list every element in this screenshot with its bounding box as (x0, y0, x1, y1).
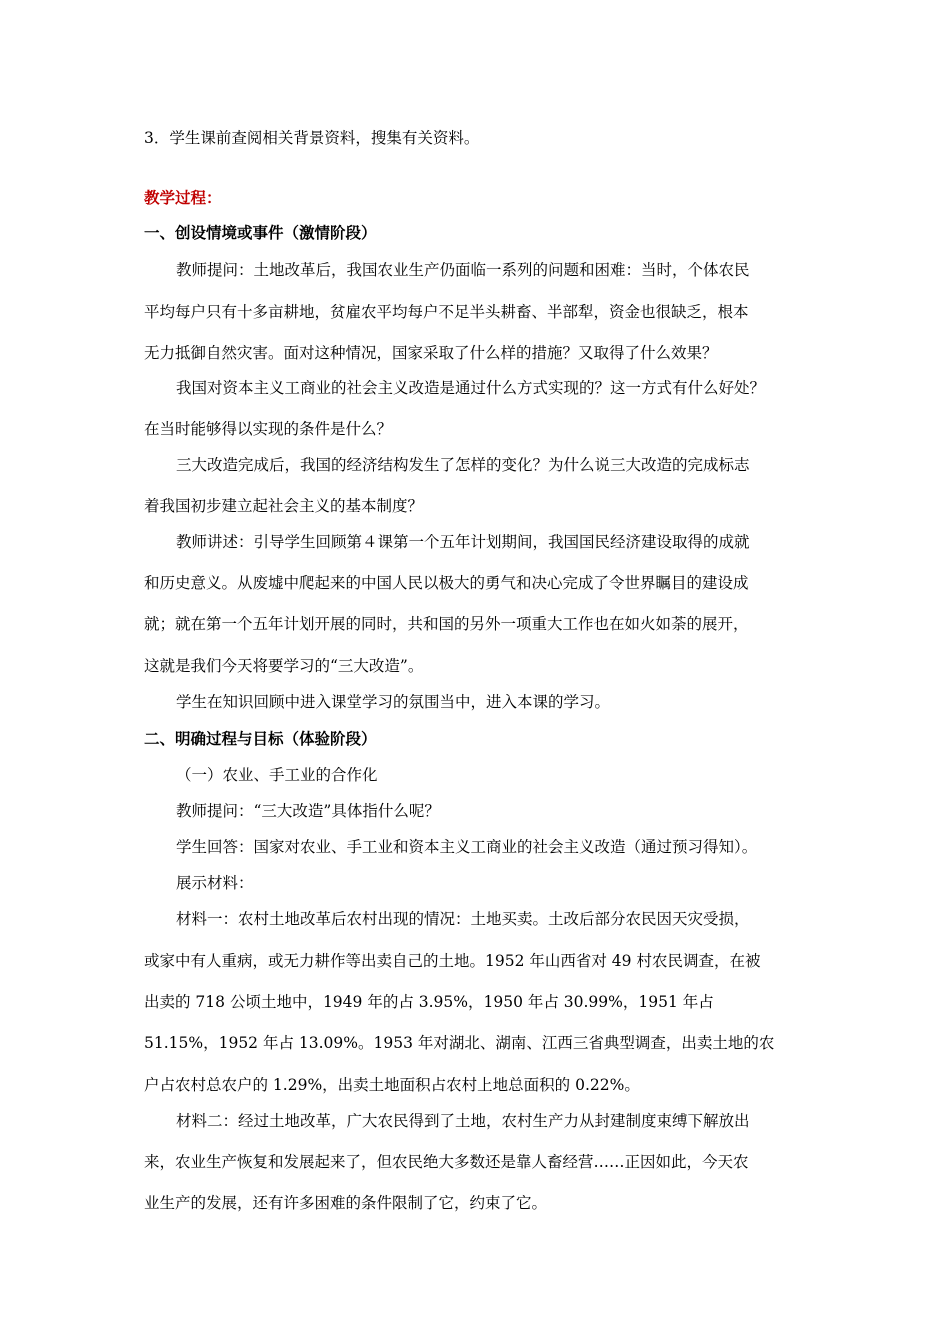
paragraph-line: 出卖的 718 公顷土地中，1949 年的占 3.95%，1950 年占 30.99%，1951 年占 (144, 993, 714, 1011)
section2-heading: 二、明确过程与目标（体验阶段） (144, 729, 377, 748)
prep-item-3: 3．学生课前查阅相关背景资料，搜集有关资料。 (144, 129, 480, 147)
paragraph-line: 学生回答：国家对农业、手工业和资本主义工商业的社会主义改造（通过预习得知）。 (176, 838, 758, 856)
paragraph-line: 这就是我们今天将要学习的“三大改造”。 (144, 657, 424, 675)
paragraph-line: 和历史意义。从废墟中爬起来的中国人民以极大的勇气和决心完成了令世界瞩目的建设成 (144, 574, 749, 592)
paragraph-line: 就；就在第一个五年计划开展的同时，共和国的另外一项重大工作也在如火如荼的展开， (144, 615, 749, 633)
process-heading: 教学过程： (144, 188, 222, 207)
paragraph-line: 学生在知识回顾中进入课堂学习的氛围当中，进入本课的学习。 (176, 693, 611, 711)
paragraph-line: 三大改造完成后，我国的经济结构发生了怎样的变化？为什么说三大改造的完成标志 (176, 456, 750, 474)
paragraph-line: 51.15%，1952 年占 13.09%。1953 年对湖北、湖南、江西三省典型调查，出卖土地的农 (144, 1034, 775, 1052)
paragraph-line: 教师提问：土地改革后，我国农业生产仍面临一系列的问题和困难：当时，个体农民 (176, 261, 750, 279)
paragraph-line: 材料一：农村土地改革后农村出现的情况：土地买卖。土改后部分农民因天灾受损， (176, 910, 750, 928)
paragraph-line: 教师讲述：引导学生回顾第４课第一个五年计划期间，我国国民经济建设取得的成就 (176, 533, 750, 551)
section1-heading: 一、创设情境或事件（激情阶段） (144, 223, 377, 242)
paragraph-line: 户占农村总农户的 1.29%，出卖土地面积占农村上地总面积的 0.22%。 (144, 1076, 640, 1094)
paragraph-line: 教师提问：“三大改造”具体指什么呢？ (176, 802, 440, 820)
paragraph-line: 平均每户只有十多亩耕地，贫雇农平均每户不足半头耕畜、半部犁，资金也很缺乏，根本 (144, 303, 749, 321)
paragraph-line: 无力抵御自然灾害。面对这种情况，国家采取了什么样的措施？又取得了什么效果？ (144, 344, 718, 362)
paragraph-line: 我国对资本主义工商业的社会主义改造是通过什么方式实现的？这一方式有什么好处？ (176, 379, 766, 397)
paragraph-line: 在当时能够得以实现的条件是什么？ (144, 420, 393, 438)
paragraph-line: 着我国初步建立起社会主义的基本制度？ (144, 497, 424, 515)
paragraph-line: 展示材料： (176, 874, 254, 892)
paragraph-line: 或家中有人重病，或无力耕作等出卖自己的土地。1952 年山西省对 49 村农民调查，在被 (144, 952, 761, 970)
paragraph-line: 材料二：经过土地改革，广大农民得到了土地，农村生产力从封建制度束缚下解放出 (176, 1112, 750, 1130)
paragraph-line: 业生产的发展，还有许多困难的条件限制了它，约束了它。 (144, 1194, 548, 1212)
subsection-heading: （一）农业、手工业的合作化 (176, 766, 378, 784)
paragraph-line: 来，农业生产恢复和发展起来了，但农民绝大多数还是靠人畜经营……正因如此，今天农 (144, 1153, 749, 1171)
